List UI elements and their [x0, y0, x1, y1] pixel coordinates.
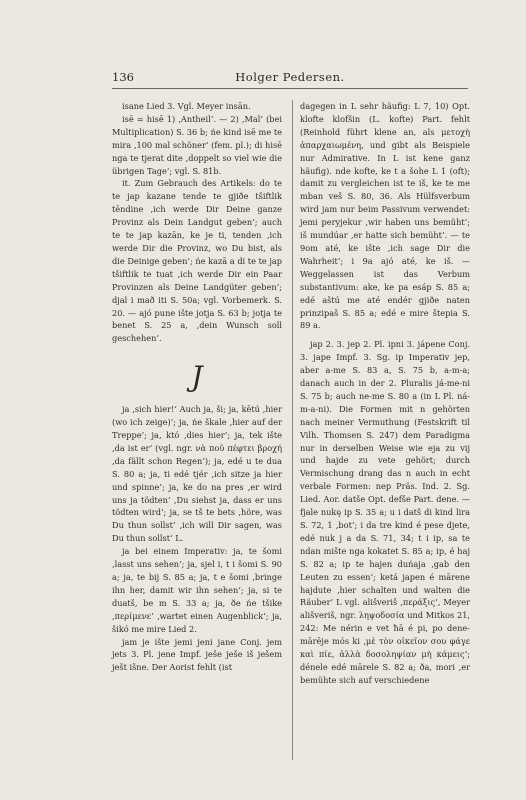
- section-letter: J: [191, 360, 203, 394]
- entry-ja: ja ‚sich hier!‘ Auch ja, ši; ja, kētú ‚hier (wo ich zeige)‘; ja, ńe škale ‚hier auf der Treppe‘; ja, któ ‚dies hier‘; ja, tek ište ‚da ist er‘ (vgl. ngr. νὰ ποῦ πέφτει βροχή ‚da fällt schon Regen‘); ja, edé u te dua S. 80 a; ja, ti edé tjér ‚ich sitze ja hier und spinne‘; ja, ke do na pres ‚er wird uns ja tödten‘ ‚Du siehst ja, dass er uns tödten wird‘; ja, se tš te bets ‚höre, was Du thun sollst‘ ‚ich will Dir sagen, was Du thun sollst‘ L.: [112, 404, 282, 544]
- entry-jam: jam je ište jemi jeni jane Conj. jem jets 3. Pl. jene Impf. ješe ješe iš ješem ješt išne. Der Aorist fehlt (ist: [112, 636, 282, 673]
- entry-ja-imperativ: ja bei einem Imperativ: ja, te šomi ‚lasst uns sehen‘; ja, sjel i, t i šomi S. 90 a; ja, te bij S. 85 a; ja, t e šomi ‚bringe ihn her, damit wir ihn sehen‘; ja, si te duatš, be m S. 33 a; ja, ðe ńe tšike ‚περίμενε‘ ‚wartet einen Augenblick‘; ja, šikó me mire Lied 2.: [112, 546, 282, 634]
- column-divider: [292, 100, 293, 760]
- entry-jap: jap 2. 3. jep 2. Pl. ipni 3. jápene Conj. 3. jape Impf. 3. Sg. ip Imperativ jep, aber a-me S. 83 a, S. 75 b, a-m-a; danach auch in der 2. Pluralis já-me-ni S. 75 b; auch ne-me S. 80 a (in L Pl. ná-m-a-ni). Die Formen mit n gehörten nach meiner Vermuthung (Festskrift til Vilh. Thomsen S. 247) dem Paradigma nur in derselben Weise wie eja zu vij und hajde zu vete gehört; durch Vermischung drang das n auch in echt verbale Formen: nep Präs. Ind. 2. Sg. Lied. Aor. datše Opt. defše Part. dene. — fjale nukę ip S. 35 a; u i datš di kind lira S. 72, 1 ‚bot‘; i da tre kind é pese djete, edé nuk j a da S. 71, 34; t i ip, sa te ndan mište nga kokatet S. 85 a; ip, é haj S. 82 a; ip te hajen duńaja ‚gab den Leuten zu essen‘; ketá japen é mārene hajdute ‚hier schalten und walten die Räuber‘ L vgl. ališveriš ‚περάξις‘, Meyer ališveriš, ngr. ληψοδοσία und Mitkos 21, 242: Me nérin e vet ħā é pi, po dene-mārēje mós ki ‚μὲ τὸν οἰκεῖον σου φάγε καὶ πίε, ἀλλὰ δοσοληψίαν μὴ κάμεις‘; dénele edé mārele S. 82 a; ða, mori ‚er bemühte sich auf verschiedene: [300, 339, 470, 685]
- entry-jam-continued: dagegen in L sehr häufig: L 7, 10) Opt. klofte klofšin (L. kofte) Part. fehlt (Reinhold führt klene an, als μετοχὴ ἀπαρχαιωμένη, und gibt als Beispiele nur Admirative. In L ist kene ganz häufig). nde kofte, ke t a šohe L 1 (oft); damit zu vergleichen ist te iš, ke te me mban veš S. 80, 36. Als Hülfsverbum wird jam nur beim Passivum verwendet: jemi peryjekur ‚wir haben uns bemüht‘; iš mundúar ‚er hatte sich bemüht‘. — te 9om até, ke ište ‚ich sage Dir die Wahrheit‘; i 9a ajó até, ke iš. — Weggelassen ist das Verbum substantivum: ake, ke pa esáp S. 85 a; edé aštú me até endér gjiðe naten prinzipaš S. 85 a; edé e mire štepia S. 89 a.: [300, 101, 470, 331]
- entry-isane: isane Lied 3. Vgl. Meyer insān.: [122, 101, 251, 111]
- page-number: 136: [112, 70, 134, 84]
- left-column: [112, 100, 282, 674]
- entry-it: it. Zum Gebrauch des Artikels: do te te jap kazane tende te gjiðe tšiftlik tēndine ‚ich werde Dir Deine ganze Provinz als Dein Landgut geben‘; auch te te jap kazān, ke je ti, tenden ‚ich werde Dir die Provinz, wo Du bist, als die Deinige geben‘; ńe kazā a di te te jap tšiftlik te tuat ‚ich werde Dir ein Paar Provinzen als Deine Landgüter geben‘; djal i mað iti S. 50a; vgl. Vorbemerk. S. 20. — ajó pune ište jotja S. 63 b; jotja te benet S. 25 a, ‚dein Wunsch soll geschehen‘.: [112, 178, 282, 344]
- page-header: [112, 70, 468, 89]
- right-column: [300, 100, 470, 687]
- running-title: Holger Pedersen.: [235, 70, 345, 84]
- entry-ise: isē = hisē 1) ‚Antheil‘. — 2) ‚Mal‘ (bei Multiplication) S. 36 b; ńe kind isē me te mira ‚100 mal schöner‘ (fem. pl.); di hisē nga te tjerat dite ‚doppelt so viel wie die übrigen Tage‘; vgl. S. 81b.: [112, 113, 282, 176]
